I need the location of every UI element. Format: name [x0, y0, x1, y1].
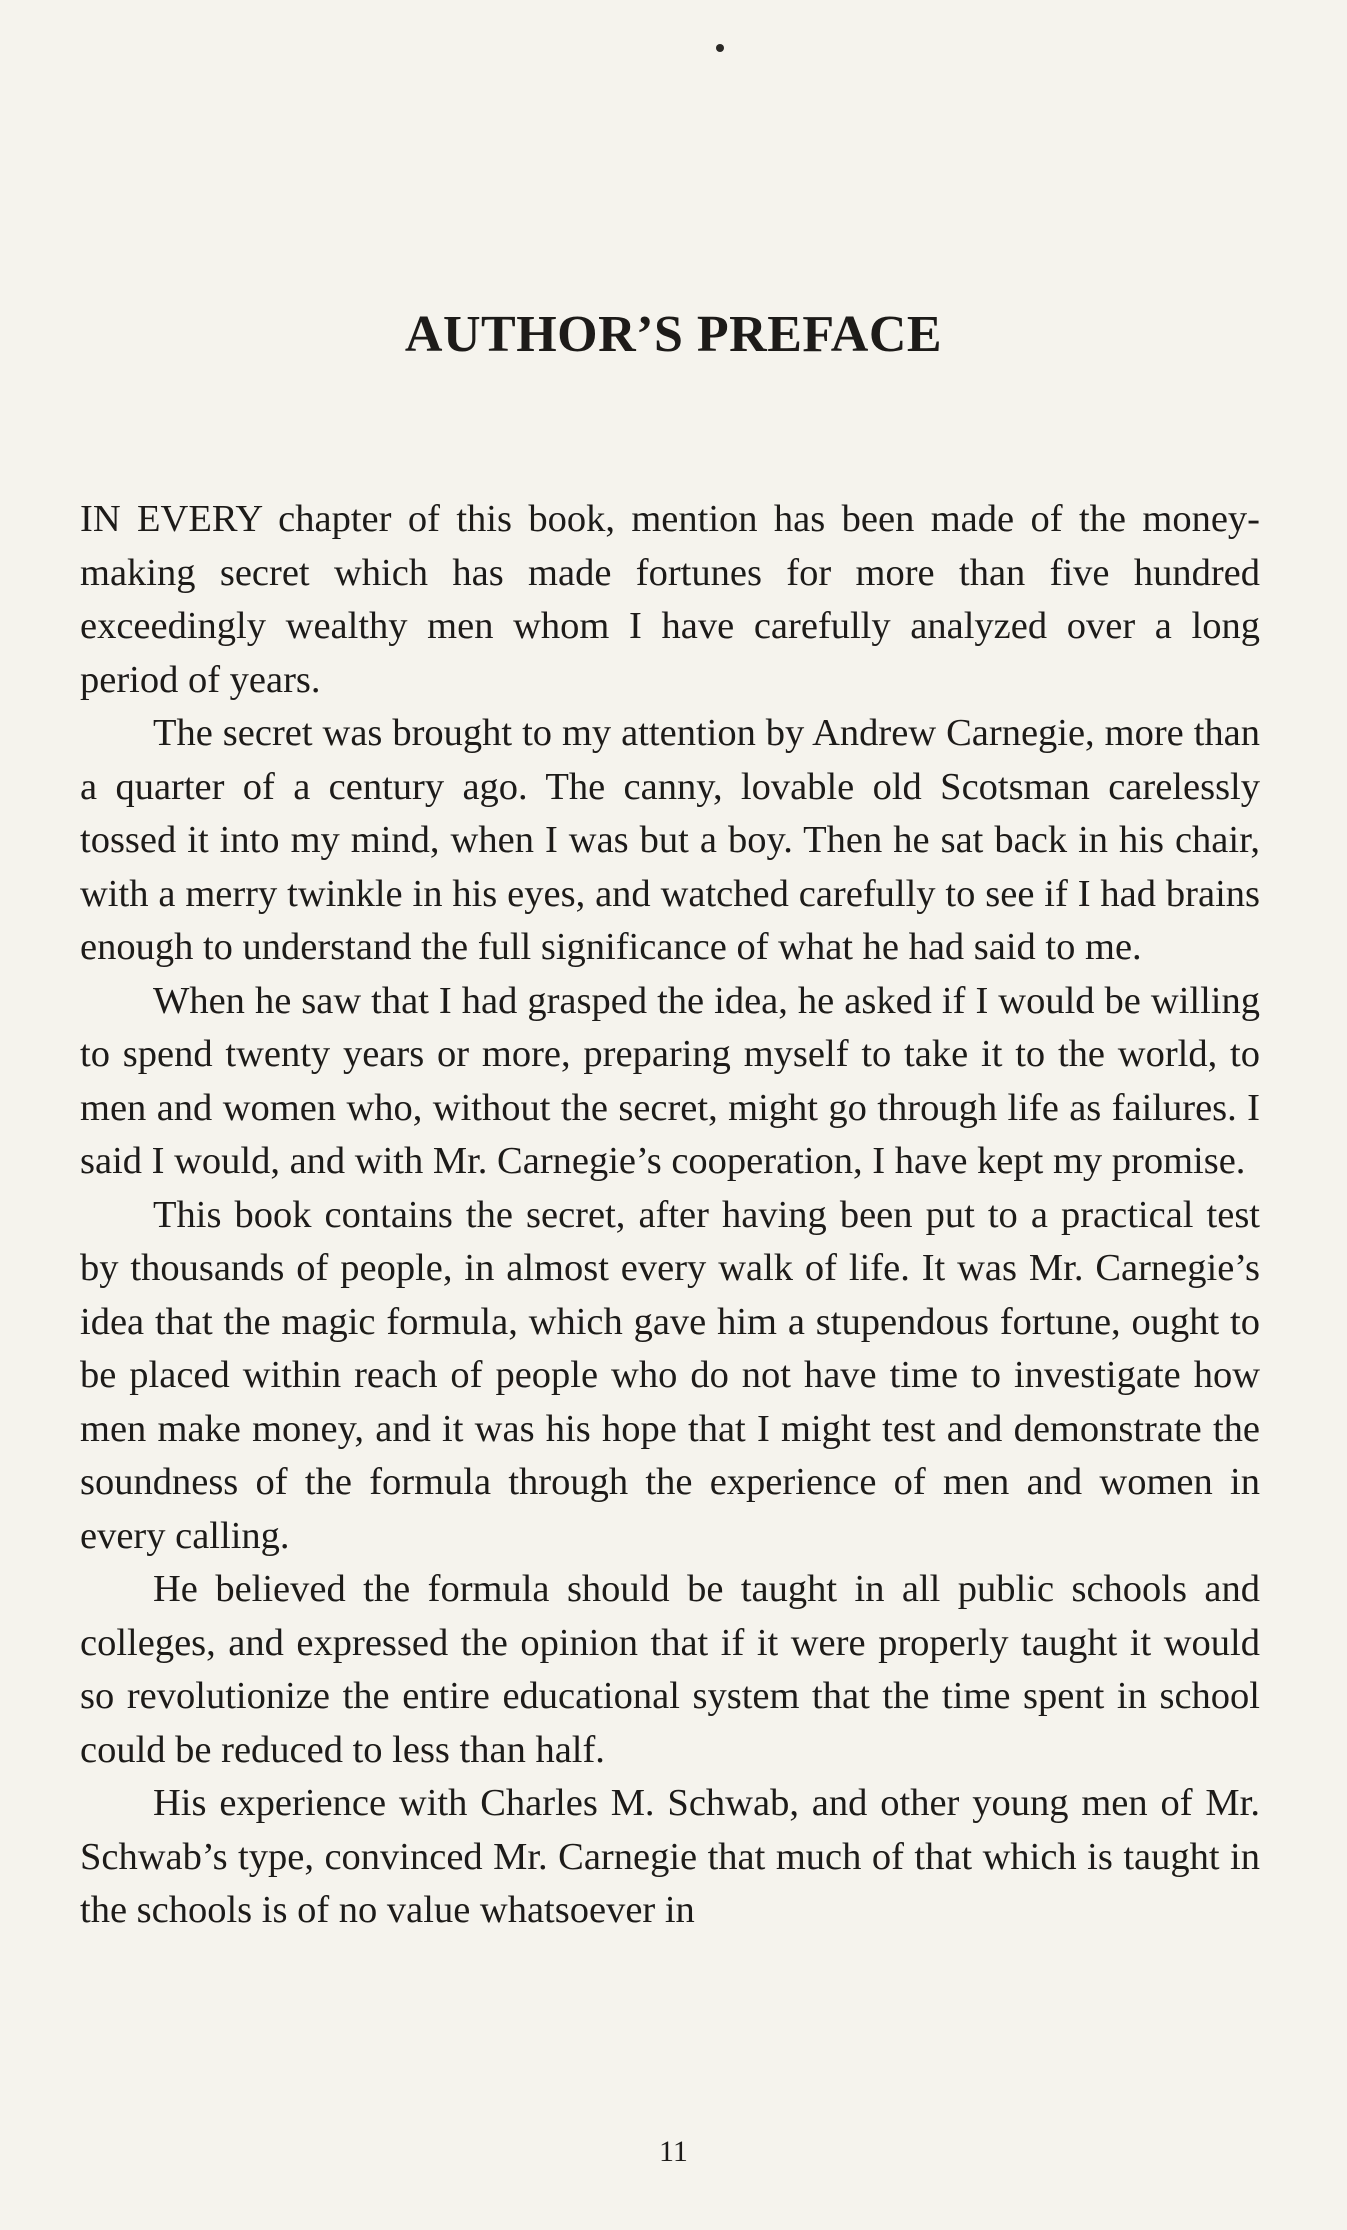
- ink-speck: [716, 44, 724, 52]
- paragraph-5: He believed the formula should be taught in all public schools and colleges, and expressed the opinion that if it were properly taught it would so revolutionize the entire educational system that the time spent in school could be reduced to less than half.: [80, 1568, 1260, 1771]
- paragraph-4: This book contains the secret, after having been put to a practical test by thousands of people, in almost every walk of life. It was Mr. Carnegie’s idea that the magic formula, which gave him a stupendous fortune, ought to be placed within reach of people who do not have time to investigate how men make money, and it was his hope that I might test and demonstrate the soundness of the formula through the experience of men and women in every calling.: [80, 1193, 1260, 1557]
- body-text: [80, 493, 1260, 1938]
- page-number: 11: [659, 2135, 688, 2168]
- paragraph-3: When he saw that I had grasped the idea, he asked if I would be willing to spend twenty years or more, preparing myself to take it to the world, to men and women who, without the secret, might go through life as failures. I said I would, and with Mr. Carnegie’s cooperation, I have kept my promise.: [80, 979, 1260, 1182]
- paragraph-2: The secret was brought to my attention by Andrew Carnegie, more than a quarter of a century ago. The canny, lovable old Scotsman carelessly tossed it into my mind, when I was but a boy. Then he sat back in his chair, with a merry twinkle in his eyes, and watched carefully to see if I had brains enough to understand the full significance of what he had said to me.: [80, 712, 1260, 968]
- paragraph-6: His experience with Charles M. Schwab, and other young men of Mr. Schwab’s type, convinced Mr. Carnegie that much of that which is taught in the schools is of no value whatsoever in: [80, 1782, 1260, 1931]
- paragraph-1: IN EVERY chapter of this book, mention has been made of the money-making secret which has made fortunes for more than five hundred exceedingly wealthy men whom I have carefully analyzed over a long period of years.: [80, 498, 1260, 701]
- page-title: AUTHOR’S PREFACE: [404, 306, 943, 363]
